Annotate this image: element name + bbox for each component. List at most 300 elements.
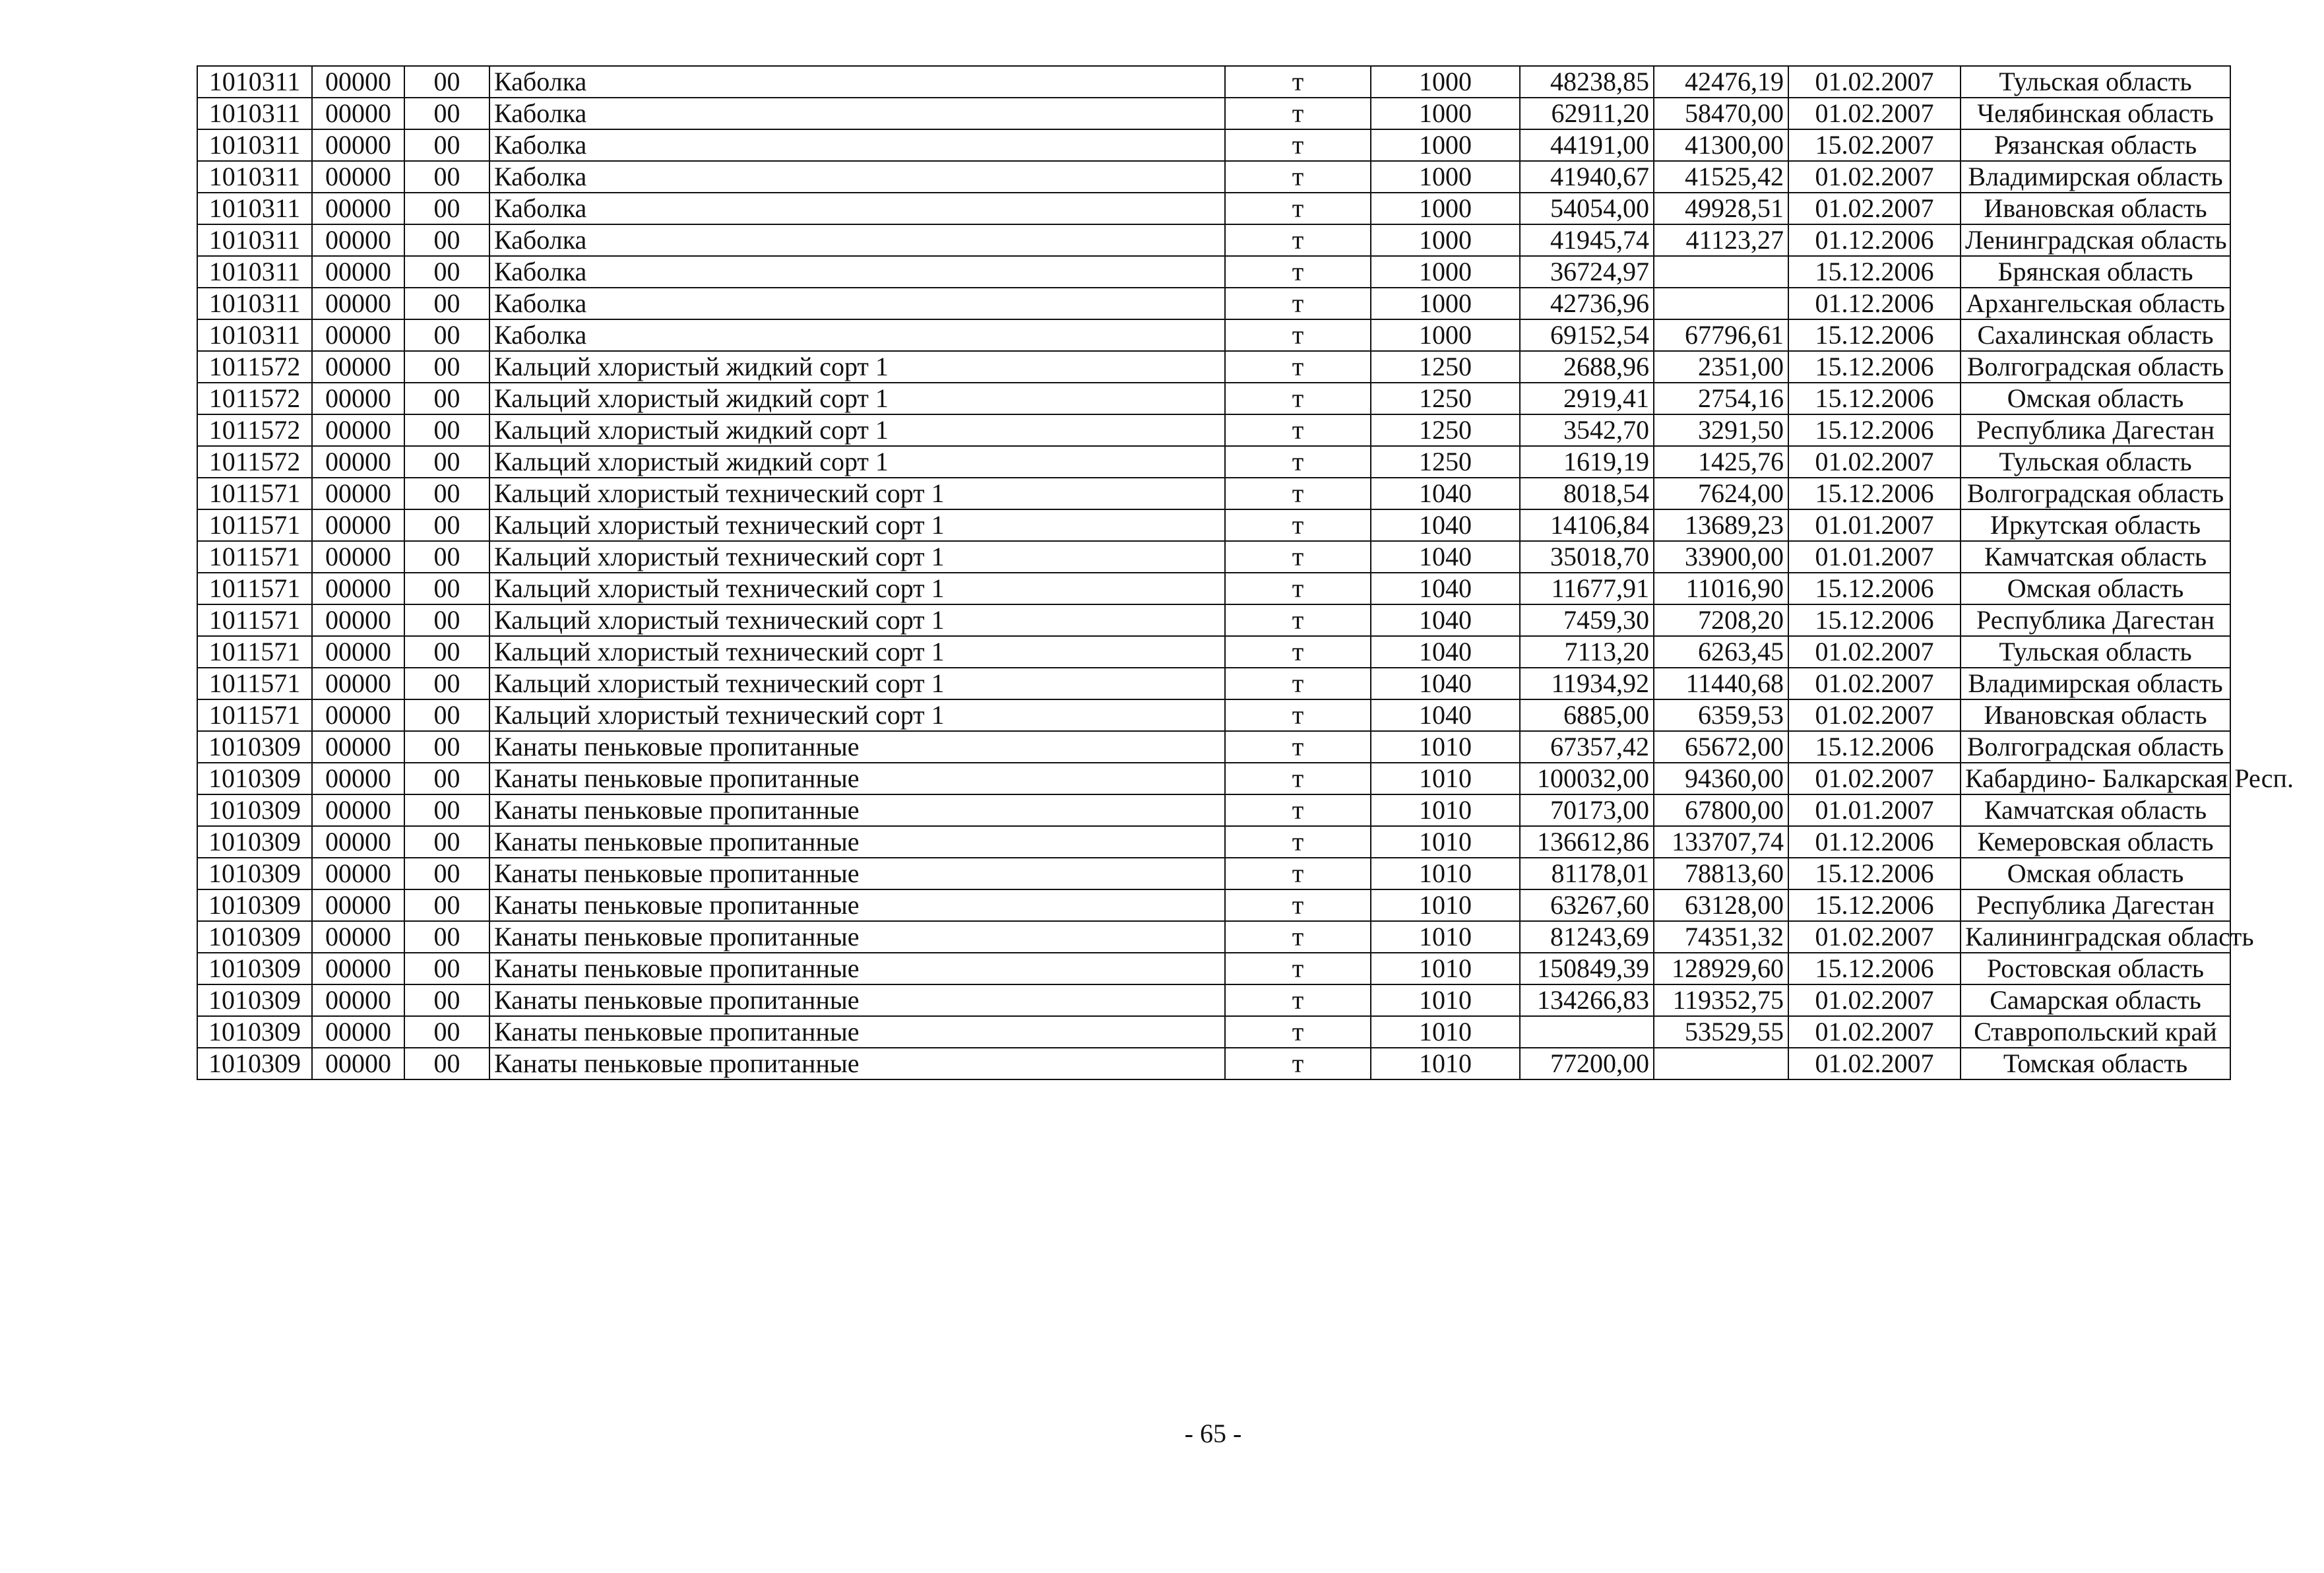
cell-price-2: 58470,00: [1654, 98, 1788, 129]
cell-price-2: 119352,75: [1654, 984, 1788, 1016]
cell-name: Канаты пеньковые пропитанные: [489, 984, 1225, 1016]
cell-variant: 00: [404, 193, 489, 224]
cell-region: Ростовская область: [1961, 953, 2230, 984]
cell-unit: т: [1225, 984, 1371, 1016]
cell-price-2: 11440,68: [1654, 668, 1788, 699]
cell-name: Каболка: [489, 319, 1225, 351]
cell-price-2: 6263,45: [1654, 636, 1788, 668]
cell-date: 15.12.2006: [1788, 478, 1961, 509]
cell-price-1: 77200,00: [1520, 1048, 1654, 1079]
cell-code: 1011572: [197, 383, 312, 414]
cell-unit-code: 1010: [1371, 731, 1520, 763]
cell-unit-code: 1250: [1371, 383, 1520, 414]
table-row: [197, 1016, 2230, 1048]
cell-price-1: 54054,00: [1520, 193, 1654, 224]
cell-name: Канаты пеньковые пропитанные: [489, 953, 1225, 984]
cell-subcode: 00000: [312, 224, 404, 256]
cell-price-2: 94360,00: [1654, 763, 1788, 794]
cell-variant: 00: [404, 826, 489, 858]
cell-unit-code: 1040: [1371, 604, 1520, 636]
cell-variant: 00: [404, 288, 489, 319]
table-row: [197, 858, 2230, 889]
page-number: - 65 -: [1184, 1419, 1242, 1448]
cell-date: 01.02.2007: [1788, 1048, 1961, 1079]
cell-price-2: 78813,60: [1654, 858, 1788, 889]
cell-subcode: 00000: [312, 794, 404, 826]
cell-date: 15.02.2007: [1788, 129, 1961, 161]
cell-subcode: 00000: [312, 1048, 404, 1079]
table-body: [197, 66, 2294, 1079]
cell-variant: 00: [404, 763, 489, 794]
cell-subcode: 00000: [312, 414, 404, 446]
cell-code: 1011571: [197, 509, 312, 541]
cell-code: 1010311: [197, 224, 312, 256]
cell-unit-code: 1250: [1371, 414, 1520, 446]
cell-unit-code: 1010: [1371, 826, 1520, 858]
cell-subcode: 00000: [312, 446, 404, 478]
table-row: [197, 763, 2230, 794]
cell-name: Канаты пеньковые пропитанные: [489, 826, 1225, 858]
cell-name: Кальций хлористый жидкий сорт 1: [489, 383, 1225, 414]
cell-price-2: 41525,42: [1654, 161, 1788, 193]
cell-price-1: 8018,54: [1520, 478, 1654, 509]
cell-date: 15.12.2006: [1788, 889, 1961, 921]
cell-unit: т: [1225, 1016, 1371, 1048]
cell-name: Канаты пеньковые пропитанные: [489, 1048, 1225, 1079]
cell-unit: т: [1225, 858, 1371, 889]
cell-subcode: 00000: [312, 763, 404, 794]
cell-region: Владимирская область: [1961, 161, 2230, 193]
table-row: [197, 1048, 2230, 1079]
cell-unit-code: 1010: [1371, 984, 1520, 1016]
cell-region: Челябинская область: [1961, 98, 2230, 129]
cell-variant: 00: [404, 921, 489, 953]
cell-subcode: 00000: [312, 509, 404, 541]
cell-region: Самарская область: [1961, 984, 2230, 1016]
cell-name: Кальций хлористый технический сорт 1: [489, 509, 1225, 541]
cell-price-1: 11677,91: [1520, 573, 1654, 604]
cell-variant: 00: [404, 604, 489, 636]
document-page: [197, 65, 2294, 1080]
cell-price-2: 11016,90: [1654, 573, 1788, 604]
cell-region: Рязанская область: [1961, 129, 2230, 161]
cell-region: Тульская область: [1961, 636, 2230, 668]
cell-region: Кабардино- Балкарская Респ.: [1961, 763, 2230, 794]
table-row: [197, 921, 2230, 953]
cell-region: Омская область: [1961, 573, 2230, 604]
cell-date: 01.02.2007: [1788, 984, 1961, 1016]
cell-variant: 00: [404, 446, 489, 478]
cell-variant: 00: [404, 509, 489, 541]
cell-unit: т: [1225, 509, 1371, 541]
cell-unit-code: 1040: [1371, 478, 1520, 509]
cell-unit-code: 1000: [1371, 319, 1520, 351]
cell-subcode: 00000: [312, 826, 404, 858]
cell-price-2: 49928,51: [1654, 193, 1788, 224]
cell-subcode: 00000: [312, 731, 404, 763]
table-row: [197, 446, 2230, 478]
cell-variant: 00: [404, 573, 489, 604]
cell-region: Владимирская область: [1961, 668, 2230, 699]
cell-unit: т: [1225, 129, 1371, 161]
cell-date: 01.02.2007: [1788, 763, 1961, 794]
cell-variant: 00: [404, 66, 489, 98]
cell-unit: т: [1225, 161, 1371, 193]
cell-region: Республика Дагестан: [1961, 604, 2230, 636]
cell-name: Каболка: [489, 66, 1225, 98]
cell-price-2: 1425,76: [1654, 446, 1788, 478]
cell-code: 1010311: [197, 256, 312, 288]
cell-subcode: 00000: [312, 889, 404, 921]
cell-name: Кальций хлористый технический сорт 1: [489, 541, 1225, 573]
cell-region: Камчатская область: [1961, 541, 2230, 573]
cell-date: 01.12.2006: [1788, 224, 1961, 256]
cell-code: 1010309: [197, 953, 312, 984]
cell-price-1: 1619,19: [1520, 446, 1654, 478]
cell-price-1: 70173,00: [1520, 794, 1654, 826]
table-row: [197, 193, 2230, 224]
cell-price-2: 41300,00: [1654, 129, 1788, 161]
cell-date: 01.12.2006: [1788, 826, 1961, 858]
cell-unit: т: [1225, 478, 1371, 509]
cell-date: 01.02.2007: [1788, 668, 1961, 699]
table-row: [197, 383, 2230, 414]
cell-price-2: 13689,23: [1654, 509, 1788, 541]
cell-region: Ленинградская область: [1961, 224, 2230, 256]
cell-code: 1010309: [197, 984, 312, 1016]
cell-date: 15.12.2006: [1788, 604, 1961, 636]
cell-code: 1011572: [197, 414, 312, 446]
cell-unit: т: [1225, 794, 1371, 826]
table-row: [197, 953, 2230, 984]
cell-price-2: [1654, 256, 1788, 288]
cell-region: Иркутская область: [1961, 509, 2230, 541]
cell-unit-code: 1250: [1371, 446, 1520, 478]
cell-price-1: 134266,83: [1520, 984, 1654, 1016]
table-row: [197, 889, 2230, 921]
cell-price-1: 81243,69: [1520, 921, 1654, 953]
cell-price-1: 41940,67: [1520, 161, 1654, 193]
cell-unit: т: [1225, 604, 1371, 636]
cell-unit: т: [1225, 921, 1371, 953]
cell-subcode: 00000: [312, 858, 404, 889]
table-row: [197, 478, 2230, 509]
cell-price-2: 42476,19: [1654, 66, 1788, 98]
cell-unit: т: [1225, 319, 1371, 351]
cell-variant: 00: [404, 98, 489, 129]
cell-price-2: [1654, 1048, 1788, 1079]
cell-code: 1011571: [197, 699, 312, 731]
cell-unit-code: 1010: [1371, 921, 1520, 953]
cell-unit: т: [1225, 889, 1371, 921]
cell-variant: 00: [404, 478, 489, 509]
cell-region: Ивановская область: [1961, 699, 2230, 731]
cell-price-2: 3291,50: [1654, 414, 1788, 446]
table-row: [197, 66, 2230, 98]
cell-variant: 00: [404, 161, 489, 193]
cell-subcode: 00000: [312, 604, 404, 636]
cell-unit-code: 1010: [1371, 953, 1520, 984]
cell-price-1: 62911,20: [1520, 98, 1654, 129]
cell-variant: 00: [404, 668, 489, 699]
cell-name: Канаты пеньковые пропитанные: [489, 794, 1225, 826]
cell-unit: т: [1225, 446, 1371, 478]
cell-code: 1011572: [197, 351, 312, 383]
table-row: [197, 129, 2230, 161]
cell-unit-code: 1000: [1371, 288, 1520, 319]
cell-price-2: 6359,53: [1654, 699, 1788, 731]
cell-code: 1010309: [197, 1016, 312, 1048]
table-row: [197, 256, 2230, 288]
cell-name: Канаты пеньковые пропитанные: [489, 889, 1225, 921]
cell-price-1: 36724,97: [1520, 256, 1654, 288]
cell-price-2: 2754,16: [1654, 383, 1788, 414]
cell-name: Кальций хлористый жидкий сорт 1: [489, 414, 1225, 446]
cell-unit: т: [1225, 66, 1371, 98]
cell-unit-code: 1010: [1371, 794, 1520, 826]
cell-region: Волгоградская область: [1961, 731, 2230, 763]
cell-subcode: 00000: [312, 541, 404, 573]
cell-code: 1010309: [197, 794, 312, 826]
table-row: [197, 288, 2230, 319]
cell-code: 1010311: [197, 193, 312, 224]
table-row: [197, 731, 2230, 763]
cell-unit-code: 1010: [1371, 858, 1520, 889]
cell-date: 15.12.2006: [1788, 953, 1961, 984]
cell-price-1: 35018,70: [1520, 541, 1654, 573]
cell-date: 01.02.2007: [1788, 921, 1961, 953]
cell-variant: 00: [404, 1016, 489, 1048]
cell-region: Кемеровская область: [1961, 826, 2230, 858]
cell-name: Кальций хлористый жидкий сорт 1: [489, 351, 1225, 383]
cell-price-1: 150849,39: [1520, 953, 1654, 984]
cell-price-1: 67357,42: [1520, 731, 1654, 763]
cell-date: 01.12.2006: [1788, 288, 1961, 319]
cell-unit-code: 1040: [1371, 509, 1520, 541]
cell-code: 1011571: [197, 573, 312, 604]
table-row: [197, 984, 2230, 1016]
cell-date: 01.01.2007: [1788, 794, 1961, 826]
cell-name: Кальций хлористый технический сорт 1: [489, 478, 1225, 509]
cell-subcode: 00000: [312, 984, 404, 1016]
cell-price-1: 69152,54: [1520, 319, 1654, 351]
cell-subcode: 00000: [312, 478, 404, 509]
cell-subcode: 00000: [312, 573, 404, 604]
cell-subcode: 00000: [312, 636, 404, 668]
cell-subcode: 00000: [312, 668, 404, 699]
cell-name: Каболка: [489, 224, 1225, 256]
cell-unit-code: 1040: [1371, 699, 1520, 731]
cell-region: Калининградская область: [1961, 921, 2230, 953]
table-row: [197, 414, 2230, 446]
cell-date: 15.12.2006: [1788, 351, 1961, 383]
cell-date: 15.12.2006: [1788, 319, 1961, 351]
cell-price-2: 133707,74: [1654, 826, 1788, 858]
table-row: [197, 699, 2230, 731]
cell-name: Канаты пеньковые пропитанные: [489, 763, 1225, 794]
cell-region: Ивановская область: [1961, 193, 2230, 224]
cell-unit-code: 1010: [1371, 763, 1520, 794]
cell-unit: т: [1225, 731, 1371, 763]
cell-variant: 00: [404, 541, 489, 573]
cell-variant: 00: [404, 351, 489, 383]
cell-name: Канаты пеньковые пропитанные: [489, 1016, 1225, 1048]
cell-price-1: 81178,01: [1520, 858, 1654, 889]
cell-unit-code: 1250: [1371, 351, 1520, 383]
cell-code: 1011572: [197, 446, 312, 478]
cell-subcode: 00000: [312, 66, 404, 98]
cell-region: Волгоградская область: [1961, 478, 2230, 509]
table-row: [197, 224, 2230, 256]
cell-price-1: 2919,41: [1520, 383, 1654, 414]
cell-region: Омская область: [1961, 383, 2230, 414]
cell-unit-code: 1000: [1371, 224, 1520, 256]
cell-region: Брянская область: [1961, 256, 2230, 288]
cell-price-1: 2688,96: [1520, 351, 1654, 383]
cell-region: Тульская область: [1961, 66, 2230, 98]
cell-price-1: 7113,20: [1520, 636, 1654, 668]
cell-unit-code: 1040: [1371, 573, 1520, 604]
cell-date: 15.12.2006: [1788, 383, 1961, 414]
cell-date: 15.12.2006: [1788, 414, 1961, 446]
table-row: [197, 351, 2230, 383]
cell-date: 01.02.2007: [1788, 161, 1961, 193]
cell-price-1: 6885,00: [1520, 699, 1654, 731]
table-row: [197, 98, 2230, 129]
cell-subcode: 00000: [312, 161, 404, 193]
cell-price-2: 63128,00: [1654, 889, 1788, 921]
cell-code: 1010311: [197, 161, 312, 193]
cell-unit: т: [1225, 826, 1371, 858]
cell-name: Канаты пеньковые пропитанные: [489, 858, 1225, 889]
cell-variant: 00: [404, 794, 489, 826]
cell-variant: 00: [404, 414, 489, 446]
table-row: [197, 509, 2230, 541]
cell-price-1: 3542,70: [1520, 414, 1654, 446]
cell-unit: т: [1225, 256, 1371, 288]
cell-subcode: 00000: [312, 953, 404, 984]
cell-subcode: 00000: [312, 129, 404, 161]
cell-region: Волгоградская область: [1961, 351, 2230, 383]
cell-unit: т: [1225, 351, 1371, 383]
cell-subcode: 00000: [312, 1016, 404, 1048]
cell-variant: 00: [404, 383, 489, 414]
cell-price-2: 67796,61: [1654, 319, 1788, 351]
cell-unit-code: 1010: [1371, 889, 1520, 921]
cell-name: Канаты пеньковые пропитанные: [489, 921, 1225, 953]
cell-price-1: 7459,30: [1520, 604, 1654, 636]
cell-code: 1010311: [197, 288, 312, 319]
cell-code: 1010311: [197, 98, 312, 129]
cell-unit-code: 1040: [1371, 668, 1520, 699]
cell-unit-code: 1000: [1371, 129, 1520, 161]
cell-unit-code: 1000: [1371, 161, 1520, 193]
cell-name: Кальций хлористый технический сорт 1: [489, 668, 1225, 699]
cell-variant: 00: [404, 224, 489, 256]
table-row: [197, 161, 2230, 193]
cell-code: 1010309: [197, 826, 312, 858]
cell-price-1: 48238,85: [1520, 66, 1654, 98]
cell-price-1: 63267,60: [1520, 889, 1654, 921]
cell-date: 01.01.2007: [1788, 509, 1961, 541]
table-row: [197, 668, 2230, 699]
cell-unit: т: [1225, 636, 1371, 668]
cell-code: 1011571: [197, 478, 312, 509]
cell-unit: т: [1225, 699, 1371, 731]
cell-variant: 00: [404, 953, 489, 984]
cell-date: 01.02.2007: [1788, 636, 1961, 668]
cell-unit: т: [1225, 288, 1371, 319]
cell-region: Сахалинская область: [1961, 319, 2230, 351]
table-row: [197, 794, 2230, 826]
cell-price-2: 53529,55: [1654, 1016, 1788, 1048]
cell-unit-code: 1010: [1371, 1048, 1520, 1079]
cell-region: Архангельская область: [1961, 288, 2230, 319]
cell-name: Каболка: [489, 256, 1225, 288]
cell-date: 01.01.2007: [1788, 541, 1961, 573]
cell-date: 01.02.2007: [1788, 98, 1961, 129]
cell-unit-code: 1040: [1371, 636, 1520, 668]
cell-variant: 00: [404, 319, 489, 351]
cell-date: 15.12.2006: [1788, 573, 1961, 604]
cell-name: Кальций хлористый жидкий сорт 1: [489, 446, 1225, 478]
table-row: [197, 573, 2230, 604]
cell-name: Кальций хлористый технический сорт 1: [489, 636, 1225, 668]
cell-unit-code: 1010: [1371, 1016, 1520, 1048]
cell-unit: т: [1225, 541, 1371, 573]
table-row: [197, 604, 2230, 636]
cell-subcode: 00000: [312, 98, 404, 129]
cell-code: 1010309: [197, 731, 312, 763]
cell-date: 01.02.2007: [1788, 1016, 1961, 1048]
cell-unit: т: [1225, 193, 1371, 224]
cell-code: 1011571: [197, 541, 312, 573]
cell-code: 1011571: [197, 636, 312, 668]
cell-variant: 00: [404, 889, 489, 921]
cell-price-2: [1654, 288, 1788, 319]
cell-variant: 00: [404, 636, 489, 668]
cell-date: 01.02.2007: [1788, 446, 1961, 478]
cell-price-1: 44191,00: [1520, 129, 1654, 161]
cell-unit: т: [1225, 414, 1371, 446]
cell-price-2: 128929,60: [1654, 953, 1788, 984]
cell-subcode: 00000: [312, 256, 404, 288]
cell-code: 1010309: [197, 1048, 312, 1079]
cell-unit: т: [1225, 98, 1371, 129]
cell-price-2: 67800,00: [1654, 794, 1788, 826]
cell-name: Каболка: [489, 161, 1225, 193]
price-table: [197, 65, 2294, 1080]
cell-region: Камчатская область: [1961, 794, 2230, 826]
cell-subcode: 00000: [312, 288, 404, 319]
cell-subcode: 00000: [312, 383, 404, 414]
cell-unit: т: [1225, 383, 1371, 414]
cell-price-2: 2351,00: [1654, 351, 1788, 383]
cell-unit: т: [1225, 224, 1371, 256]
cell-region: Республика Дагестан: [1961, 889, 2230, 921]
cell-region: Омская область: [1961, 858, 2230, 889]
cell-name: Кальций хлористый технический сорт 1: [489, 699, 1225, 731]
cell-price-2: 7624,00: [1654, 478, 1788, 509]
cell-code: 1010309: [197, 889, 312, 921]
cell-region: Томская область: [1961, 1048, 2230, 1079]
cell-code: 1011571: [197, 668, 312, 699]
cell-name: Каболка: [489, 129, 1225, 161]
cell-variant: 00: [404, 731, 489, 763]
cell-code: 1010309: [197, 858, 312, 889]
cell-code: 1011571: [197, 604, 312, 636]
cell-region: Ставропольский край: [1961, 1016, 2230, 1048]
